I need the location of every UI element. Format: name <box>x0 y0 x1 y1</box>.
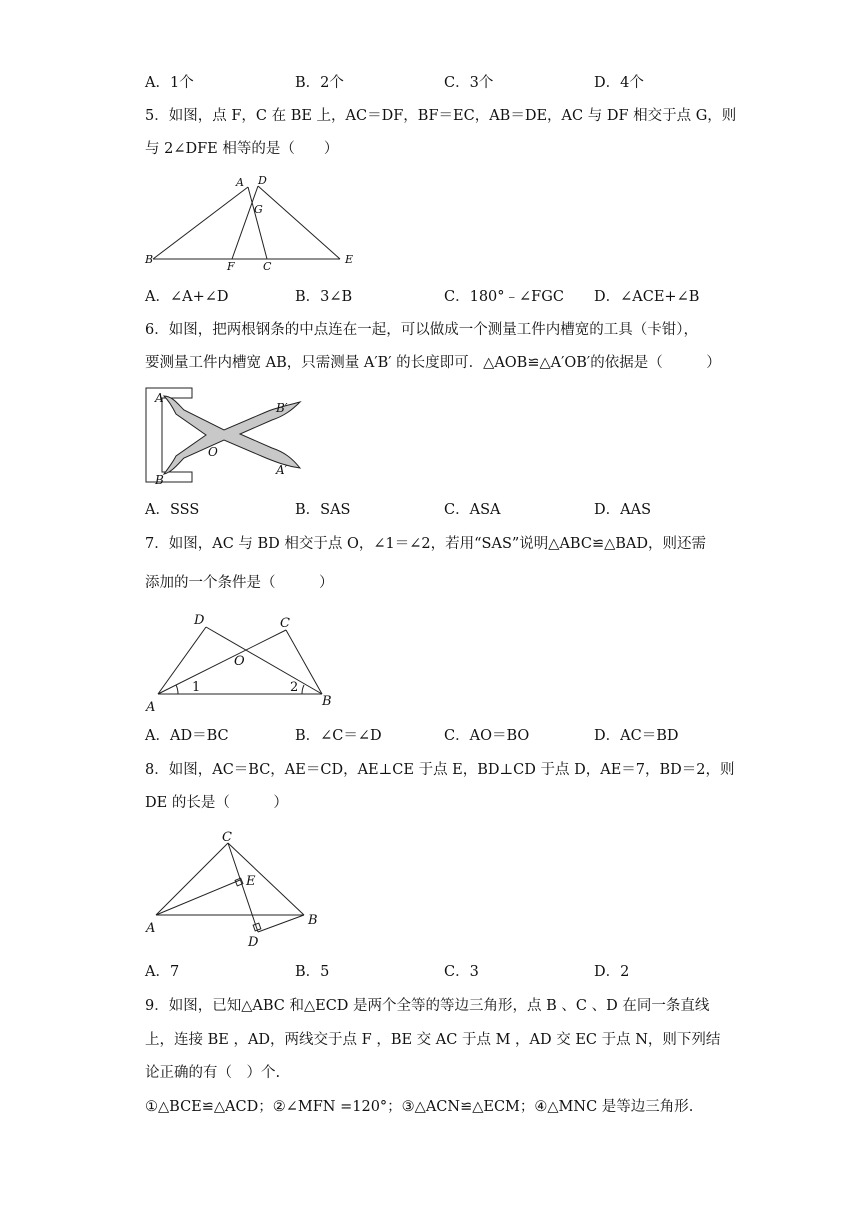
q6-label-a-prime: A′ <box>276 463 288 477</box>
q8-figure <box>140 828 340 953</box>
q5-stem-line1: 5．如图，点 F，C 在 BE 上，AC＝DF，BF＝EC，AB＝DE，AC 与 DF 相交于点 G，则 <box>145 108 737 124</box>
q7-label-d: D <box>194 613 205 628</box>
q5-label-f: F <box>227 260 235 273</box>
q5-label-b: B <box>145 253 154 266</box>
q5-stem-line2: 与 2∠DFE 相等的是（ ） <box>145 141 339 157</box>
q7-figure <box>140 608 340 718</box>
q6-option-d: D．AAS <box>594 502 652 518</box>
q4-option-c: C．3个 <box>444 75 494 91</box>
q8-label-b: B <box>308 913 318 928</box>
q7-stem-line1: 7．如图，AC 与 BD 相交于点 O，∠1＝∠2，若用“SAS”说明△ABC≌△BAD，则还需 <box>145 536 707 552</box>
q5-label-d: D <box>258 174 267 187</box>
q5-option-b: B．3∠B <box>295 289 353 305</box>
q7-label-b: B <box>322 694 332 709</box>
q6-label-b: B <box>155 473 164 487</box>
q6-stem-line2: 要测量工件内槽宽 AB，只需测量 A′B′ 的长度即可．△AOB≌△A′OB′的依据是（ ） <box>145 355 721 371</box>
q9-conclusions: ①△BCE≌△ACD；②∠MFN =120°；③△ACN≌△ECM；④△MNC 是等边三角形. <box>145 1099 694 1115</box>
q4-option-b: B．2个 <box>295 75 344 91</box>
q9-stem-line2: 上，连接 BE ，AD，两线交于点 F ，BE 交 AC 于点 M ，AD 交 EC 于点 N，则下列结 <box>145 1032 721 1048</box>
q7-label-a: A <box>146 700 156 715</box>
q6-label-b-prime: B′ <box>276 401 288 415</box>
q5-option-c: C．180°﹣∠FGC <box>444 289 564 305</box>
q9-stem-line1: 9．如图，已知△ABC 和△ECD 是两个全等的等边三角形，点 B 、C 、D 在同一条直线 <box>145 998 710 1014</box>
q7-option-a: A．AD＝BC <box>145 728 229 744</box>
q8-segment-db <box>258 915 304 932</box>
q5-option-a: A．∠A+∠D <box>145 289 229 305</box>
q8-label-c: C <box>222 830 232 845</box>
q8-option-b: B．5 <box>295 964 330 980</box>
q6-stem-line1: 6．如图，把两根钢条的中点连在一起，可以做成一个测量工件内槽宽的工具（卡钳）， <box>145 322 698 338</box>
q6-option-c: C．ASA <box>444 502 501 518</box>
q7-angle2-arc <box>302 685 304 694</box>
q6-option-b: B．SAS <box>295 502 351 518</box>
q8-segment-ac <box>156 843 228 915</box>
q8-segment-ae <box>156 880 240 915</box>
q4-option-a: A．1个 <box>145 75 194 91</box>
q5-segment-ab <box>153 187 248 259</box>
q5-label-e: E <box>345 253 354 266</box>
q6-figure <box>140 382 310 488</box>
q5-label-c: C <box>263 260 272 273</box>
q8-label-d: D <box>248 935 259 950</box>
q9-stem-line3: 论正确的有（ ）个. <box>145 1065 281 1081</box>
q7-option-b: B．∠C＝∠D <box>295 728 382 744</box>
q5-figure <box>140 170 370 275</box>
q7-label-o: O <box>234 654 245 669</box>
q8-right-angle-d <box>253 923 261 931</box>
q7-label-angle2: 2 <box>290 680 299 695</box>
q6-label-o: O <box>208 445 218 459</box>
q7-stem-line2: 添加的一个条件是（ ） <box>145 575 334 591</box>
q7-label-angle1: 1 <box>192 680 201 695</box>
q8-stem-line2: DE 的长是（ ） <box>145 795 288 811</box>
q8-label-a: A <box>146 921 156 936</box>
q5-segment-de <box>258 186 340 259</box>
q7-segment-db <box>206 627 322 694</box>
q6-option-a: A．SSS <box>145 502 200 518</box>
q5-segment-fd <box>232 186 258 259</box>
q8-option-c: C．3 <box>444 964 479 980</box>
q8-stem-line1: 8．如图，AC＝BC，AE＝CD，AE⊥CE 于点 E，BD⊥CD 于点 D，AE＝7，BD＝2，则 <box>145 762 735 778</box>
q8-option-d: D．2 <box>594 964 630 980</box>
q7-option-d: D．AC＝BD <box>594 728 679 744</box>
q6-label-a: A <box>155 391 164 405</box>
q7-option-c: C．AO＝BO <box>444 728 530 744</box>
q5-option-d: D．∠ACE+∠B <box>594 289 700 305</box>
q5-label-a: A <box>236 176 244 189</box>
q4-option-d: D．4个 <box>594 75 644 91</box>
q7-angle1-arc <box>176 685 178 694</box>
q7-label-c: C <box>280 616 290 631</box>
q8-label-e: E <box>246 874 256 889</box>
q8-option-a: A．7 <box>145 964 180 980</box>
q5-label-g: G <box>254 203 263 216</box>
q5-segment-ac <box>248 187 267 259</box>
